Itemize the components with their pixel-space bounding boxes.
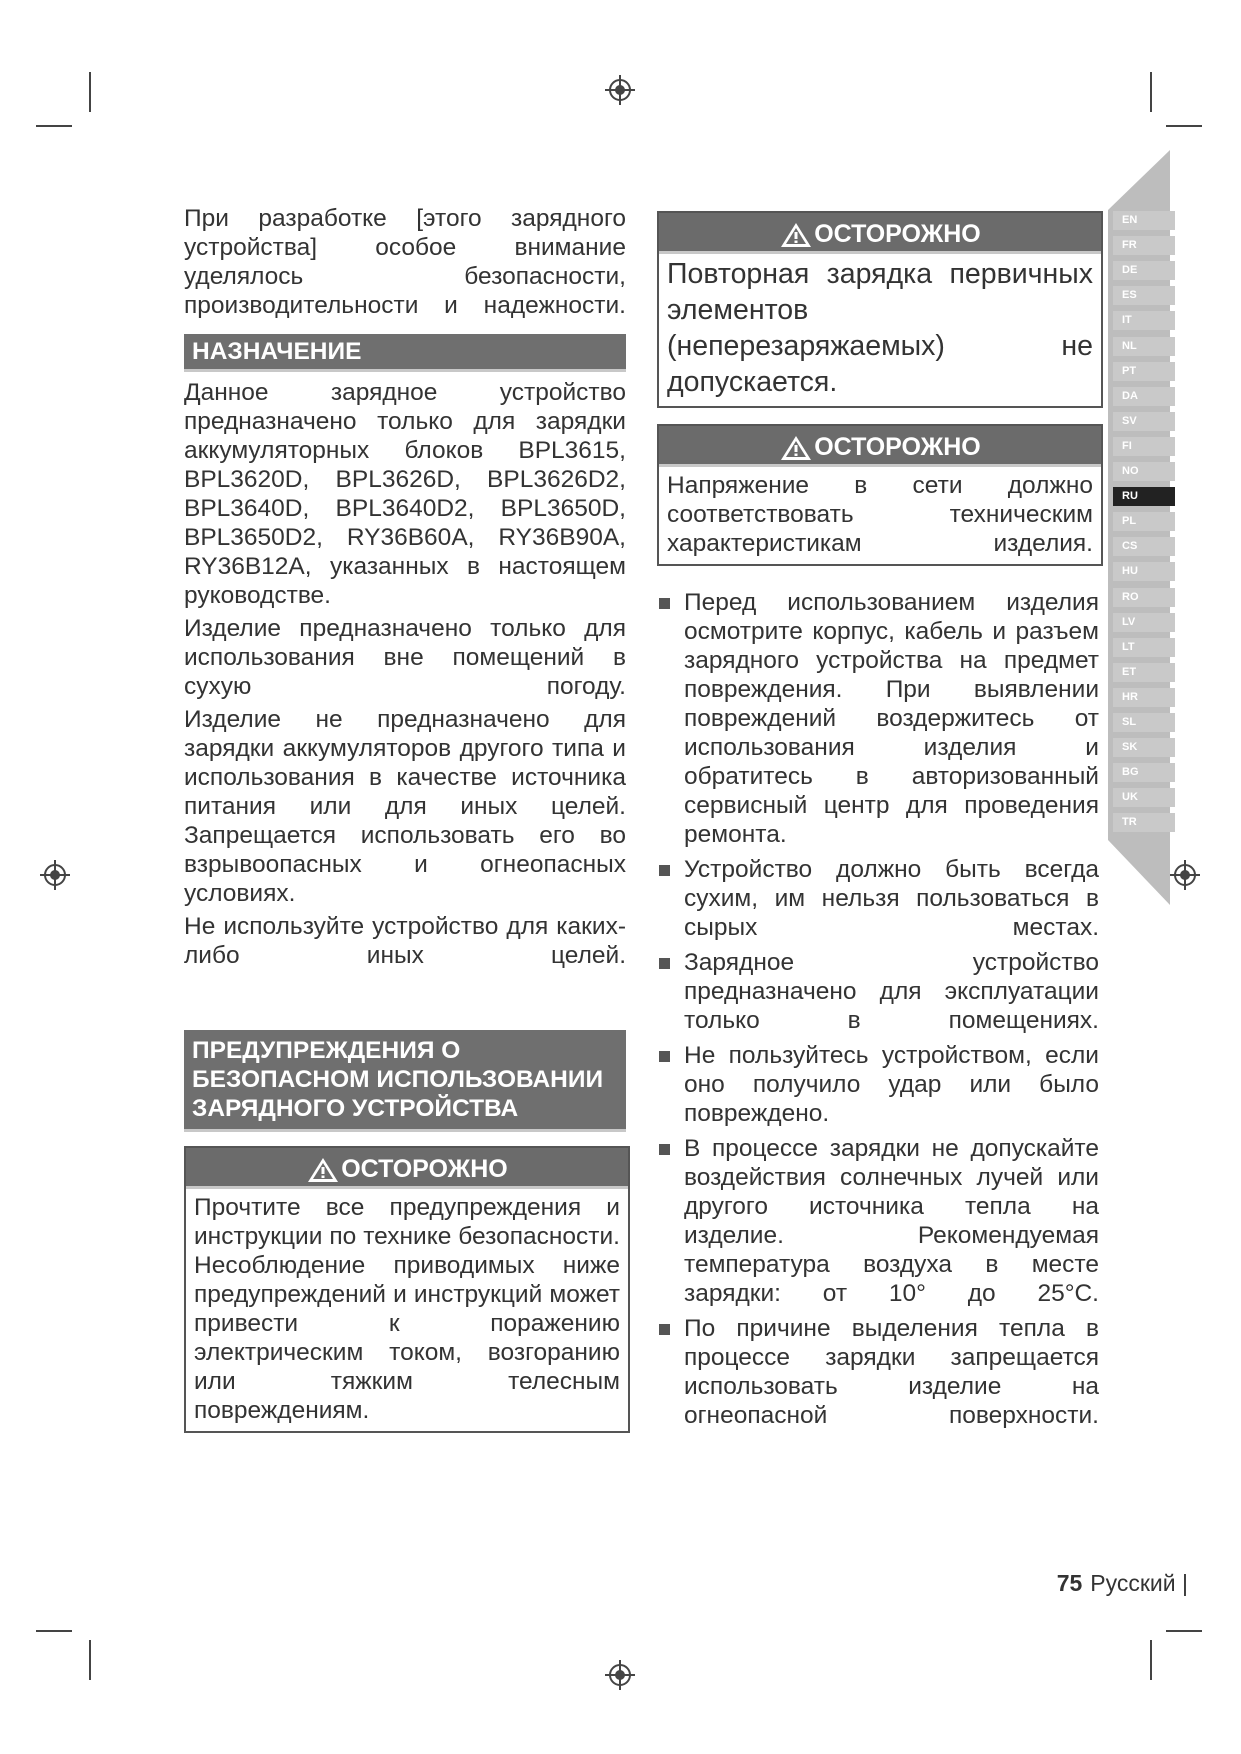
warning-box [657,424,1103,566]
language-tab-sk[interactable]: SK [1113,738,1175,757]
language-tab-es[interactable]: ES [1113,286,1175,305]
warning-header [186,1148,628,1189]
language-tab-it[interactable]: IT [1113,311,1175,330]
purpose-paragraph: Данное зарядное устройство предназначено только для зарядки аккумуляторных блоков BPL3615, BPL3620D, BPL3626D, BPL3626D2, BPL3640D, BPL3640D2, BPL3650D, BPL3650D2, RY36B60A, RY36B90A, RY36B12A, указанных в настоящем руководстве. [184,379,626,609]
list-item: Не пользуйтесь устройством, если оно получило удар или было повреждено. [657,1041,1099,1128]
right-column [657,588,1099,1436]
crop-mark [36,1630,72,1632]
language-tab-ro[interactable]: RO [1113,588,1175,607]
crop-mark [1166,1630,1202,1632]
warning-box [184,1146,630,1433]
language-tab-hr[interactable]: HR [1113,688,1175,707]
language-tab-en[interactable]: EN [1113,211,1175,230]
language-tab-pl[interactable]: PL [1113,512,1175,531]
language-tab-bg[interactable]: BG [1113,763,1175,782]
list-item: Зарядное устройство предназначено для эксплуатации только в помещениях. [657,948,1099,1035]
crop-mark [89,72,91,112]
warning-header [659,426,1101,467]
language-tab-nl[interactable]: NL [1113,337,1175,356]
language-tab-pt[interactable]: PT [1113,362,1175,381]
crop-mark [89,1640,91,1680]
warning-header [659,213,1101,254]
warning-triangle-icon [306,1156,340,1184]
registration-mark-icon [40,860,70,890]
left-column [184,204,626,970]
language-tab-tr[interactable]: TR [1113,813,1175,832]
warning-box [657,211,1103,408]
purpose-paragraph: Не используйте устройство для каких-либо иных целей. [184,913,626,969]
safety-heading: ПРЕДУПРЕЖДЕНИЯ О БЕЗОПАСНОМ ИСПОЛЬЗОВАНИИ ЗАРЯДНОГО УСТРОЙСТВА [184,1030,626,1132]
language-tab-fi[interactable]: FI [1113,437,1175,456]
language-tab-no[interactable]: NO [1113,462,1175,481]
warning-triangle-icon [779,221,813,249]
list-item: Устройство должно быть всегда сухим, им нельзя пользоваться в сырых местах. [657,855,1099,942]
language-tab-sv[interactable]: SV [1113,412,1175,431]
list-item: Перед использованием изделия осмотрите корпус, кабель и разъем зарядного устройства на предмет повреждения. При выявлении повреждений воздержитесь от использования изделия и обратитесь в авторизованный сервисный центр для проведения ремонта. [657,588,1099,849]
footer-language: Русский | [1090,1570,1188,1596]
crop-mark [36,125,72,127]
language-tab-uk[interactable]: UK [1113,788,1175,807]
registration-mark-icon [605,1660,635,1690]
warning-text: Прочтите все предупреждения и инструкции по технике безопасности. Несоблюдение приводимых ниже предупреждений и инструкций может привести к поражению электрическим током, возгоранию или тяжким телесным повреждениям. [194,1194,620,1424]
language-tab-de[interactable]: DE [1113,261,1175,280]
purpose-paragraph: Изделие предназначено только для использования вне помещений в сухую погоду. [184,615,626,700]
language-tab-fr[interactable]: FR [1113,236,1175,255]
warning-text: Повторная зарядка первичных элементов (неперезаряжаемых) не допускается. [667,258,1093,398]
crop-mark [1150,72,1152,112]
language-tab-sl[interactable]: SL [1113,713,1175,732]
language-tab-ru[interactable]: RU [1113,487,1175,506]
intro-text: При разработке [этого зарядного устройства] особое внимание уделялось безопасности, производительности и надежности. [184,205,626,319]
warning-text: Напряжение в сети должно соответствовать техническим характеристикам изделия. [667,472,1093,557]
page-footer [1057,1570,1188,1597]
list-item: В процессе зарядки не допускайте воздействия солнечных лучей или другого источника тепла на изделие. Рекомендуемая температура воздуха в месте зарядки: от 10° до 25°С. [657,1134,1099,1308]
warning-title: ОСТОРОЖНО [341,1155,508,1183]
warning-title: ОСТОРОЖНО [814,220,981,248]
language-tab-lt[interactable]: LT [1113,638,1175,657]
warning-title: ОСТОРОЖНО [814,433,981,461]
purpose-heading: НАЗНАЧЕНИЕ [184,334,626,372]
warning-triangle-icon [779,434,813,462]
page-number: 75 [1056,1570,1083,1596]
list-item: По причине выделения тепла в процессе зарядки запрещается использовать изделие на огнеопасной поверхности. [657,1314,1099,1430]
safety-list [657,588,1099,1430]
language-tab-et[interactable]: ET [1113,663,1175,682]
language-tab-da[interactable]: DA [1113,387,1175,406]
registration-mark-icon [605,75,635,105]
purpose-paragraph: Изделие не предназначено для зарядки аккумуляторов другого типа и использования в качестве источника питания или для иных целей. Запрещается использовать его во взрывоопасных и огнеопасных условиях. [184,706,626,907]
language-tab-hu[interactable]: HU [1113,562,1175,581]
crop-mark [1150,1640,1152,1680]
language-tab-cs[interactable]: CS [1113,537,1175,556]
crop-mark [1166,125,1202,127]
language-tab-lv[interactable]: LV [1113,613,1175,632]
